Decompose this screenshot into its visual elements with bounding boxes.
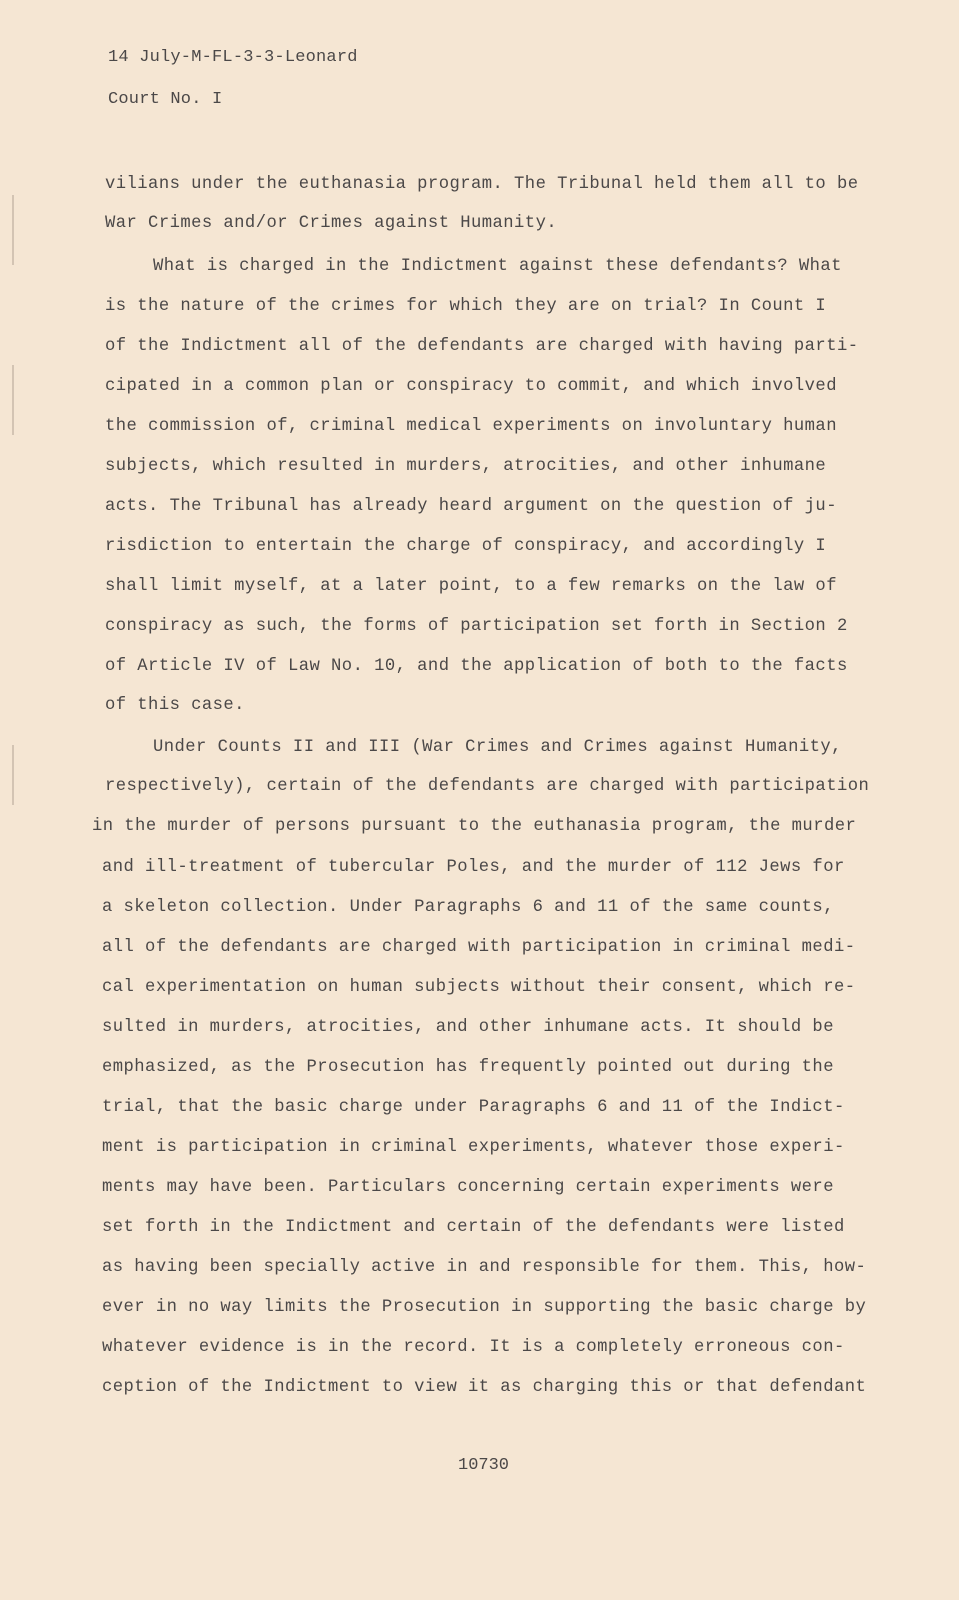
text-line: in the murder of persons pursuant to the euthanasia program, the murder	[92, 817, 857, 836]
margin-mark	[12, 365, 14, 435]
text-line: sulted in murders, atrocities, and other inhumane acts. It should be	[102, 1018, 834, 1037]
text-line: ception of the Indictment to view it as charging this or that defendant	[102, 1378, 867, 1397]
text-line: is the nature of the crimes for which they are on trial? In Count I	[105, 297, 827, 316]
text-line: ever in no way limits the Prosecution in supporting the basic charge by	[102, 1298, 867, 1317]
text-line: ment is participation in criminal experiments, whatever those experi-	[102, 1138, 845, 1157]
text-line: set forth in the Indictment and certain of the defendants were listed	[102, 1218, 845, 1237]
text-line: conspiracy as such, the forms of participation set forth in Section 2	[105, 617, 848, 636]
text-line: cipated in a common plan or conspiracy to commit, and which involved	[105, 377, 837, 396]
text-line: ments may have been. Particulars concerning certain experiments were	[102, 1178, 834, 1197]
text-line: What is charged in the Indictment against these defendants? What	[153, 257, 842, 276]
text-line: as having been specially active in and responsible for them. This, how-	[102, 1258, 867, 1277]
text-line: Under Counts II and III (War Crimes and Crimes against Humanity,	[153, 738, 842, 757]
text-line: risdiction to entertain the charge of conspiracy, and accordingly I	[105, 537, 827, 556]
text-line: cal experimentation on human subjects without their consent, which re-	[102, 978, 856, 997]
margin-mark	[12, 195, 14, 265]
text-line: respectively), certain of the defendants are charged with participation	[105, 777, 870, 796]
text-line: acts. The Tribunal has already heard argument on the question of ju-	[105, 497, 837, 516]
text-line: of Article IV of Law No. 10, and the application of both to the facts	[105, 657, 848, 676]
text-line: all of the defendants are charged with participation in criminal medi-	[102, 938, 856, 957]
court-label: Court No. I	[108, 90, 223, 109]
page-number: 10730	[458, 1456, 510, 1475]
text-line: emphasized, as the Prosecution has frequently pointed out during the	[102, 1058, 834, 1077]
text-line: shall limit myself, at a later point, to a few remarks on the law of	[105, 577, 837, 596]
text-line: vilians under the euthanasia program. The Tribunal held them all to be	[105, 175, 859, 194]
text-line: trial, that the basic charge under Paragraphs 6 and 11 of the Indict-	[102, 1098, 845, 1117]
text-line: subjects, which resulted in murders, atrocities, and other inhumane	[105, 457, 827, 476]
file-reference: 14 July-M-FL-3-3-Leonard	[108, 48, 358, 67]
text-line: a skeleton collection. Under Paragraphs 6 and 11 of the same counts,	[102, 898, 834, 917]
text-line: whatever evidence is in the record. It is a completely erroneous con-	[102, 1338, 845, 1357]
text-line: of the Indictment all of the defendants are charged with having parti-	[105, 337, 859, 356]
text-line: of this case.	[105, 696, 245, 715]
text-line: War Crimes and/or Crimes against Humanity.	[105, 214, 558, 233]
text-line: and ill-treatment of tubercular Poles, and the murder of 112 Jews for	[102, 858, 845, 877]
margin-mark	[12, 745, 14, 805]
text-line: the commission of, criminal medical experiments on involuntary human	[105, 417, 837, 436]
